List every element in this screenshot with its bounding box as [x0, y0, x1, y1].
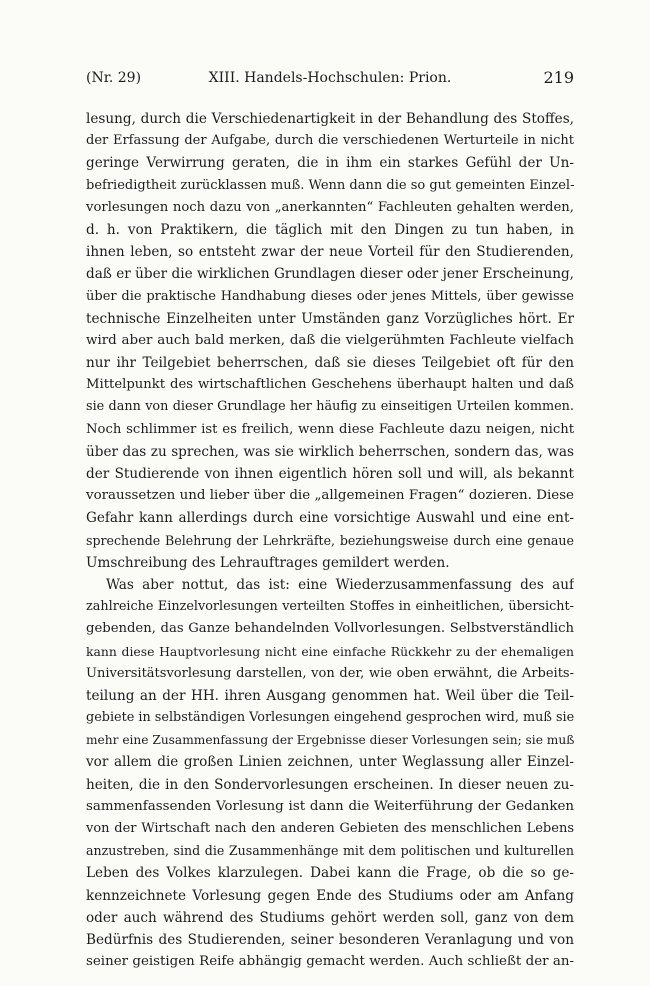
- text-line: wird aber auch bald merken, daß die vielgerühmten Fachleute vielfach: [86, 332, 574, 348]
- running-header: [86, 70, 574, 92]
- text-line: oder auch während des Studiums gehört werden soll, ganz von dem: [86, 909, 574, 926]
- text-line: über das zu sprechen, was sie wirklich beherrschen, sondern das, was: [86, 443, 574, 460]
- text-line: teilung an der HH. ihren Ausgang genommen hat. Weil über die Teil-: [86, 687, 574, 704]
- text-line: von der Wirtschaft nach den anderen Gebieten des menschlichen Lebens: [86, 821, 574, 836]
- text-line: anzustreben, sind die Zusammenhänge mit dem politischen und kulturellen: [86, 843, 574, 859]
- text-line: Gefahr kann allerdings durch eine vorsichtige Auswahl und eine ent-: [86, 510, 574, 527]
- text-line: Noch schlimmer ist es freilich, wenn diese Fachleute dazu neigen, nicht: [86, 421, 574, 437]
- text-line: vorlesungen noch dazu von „anerkannten“ Fachleuten gehalten werden,: [86, 199, 574, 215]
- text-line: heiten, die in den Sondervorlesungen erscheinen. In dieser neuen zu-: [86, 776, 574, 793]
- text-line: kann diese Hauptvorlesung nicht eine einfache Rückkehr zu der ehemaligen: [86, 643, 574, 659]
- text-line: der Studierende von ihnen eigentlich hören soll und will, als bekannt: [86, 466, 574, 482]
- text-line: nur ihr Teilgebiet beherrschen, daß sie dieses Teilgebiet oft für den: [86, 355, 574, 372]
- text-line: gebiete in selbständigen Vorlesungen eingehend gesprochen wird, muß sie: [86, 710, 574, 726]
- text-line: zahlreiche Einzelvorlesungen verteilten Stoffes in einheitlichen, übersicht-: [86, 599, 574, 615]
- issue-number: (Nr. 29): [86, 70, 142, 86]
- text-line: daß er über die wirklichen Grundlagen dieser oder jener Erscheinung,: [86, 266, 574, 283]
- text-line: Was aber nottut, das ist: eine Wiederzusammenfassung des auf: [106, 576, 574, 593]
- text-line: gebenden, das Ganze behandelnden Vollvorlesungen. Selbstverständlich: [86, 621, 574, 637]
- text-line: vor allem die großen Linien zeichnen, unter Weglassung aller Einzel-: [86, 754, 574, 771]
- text-line: der Erfassung der Aufgabe, durch die verschiedenen Werturteile in nicht: [86, 133, 574, 149]
- text-line: mehr eine Zusammenfassung der Ergebnisse dieser Vorlesungen sein; sie muß: [86, 733, 574, 748]
- text-line: voraussetzen und lieber über die „allgemeinen Fragen“ dozieren. Diese: [86, 488, 574, 504]
- text-line: ihnen leben, so entsteht zwar der neue Vorteil für den Studierenden,: [86, 244, 574, 261]
- text-line: Universitätsvorlesung darstellen, von der, wie oben erwähnt, die Arbeits-: [86, 665, 574, 681]
- page-number: 219: [543, 68, 574, 87]
- text-line: kennzeichnete Vorlesung gegen Ende des Studiums oder am Anfang: [86, 887, 574, 904]
- body-text: [86, 108, 574, 973]
- text-line: sammenfassenden Vorlesung ist dann die Weiterführung der Gedanken: [86, 798, 574, 814]
- text-line: seiner geistigen Reife abhängig gemacht werden. Auch schließt der an-: [86, 954, 574, 970]
- text-line: Bedürfnis des Studierenden, seiner besonderen Veranlagung und von: [86, 931, 574, 948]
- text-line: Umschreibung des Lehrauftrages gemildert werden.: [86, 554, 450, 571]
- text-line: befriedigtheit zurücklassen muß. Wenn dann die so gut gemeinten Einzel-: [86, 177, 574, 193]
- text-line: sie dann von dieser Grundlage her häufig zu einseitigen Urteilen kommen.: [86, 399, 574, 415]
- text-line: Leben des Volkes klarzulegen. Dabei kann die Frage, ob die so ge-: [86, 865, 574, 882]
- text-line: geringe Verwirrung geraten, die in ihm ein starkes Gefühl der Un-: [86, 155, 574, 172]
- text-line: d. h. von Praktikern, die täglich mit den Dingen zu tun haben, in: [86, 221, 574, 238]
- text-line: Mittelpunkt des wirtschaftlichen Geschehens überhaupt halten und daß: [86, 377, 574, 393]
- text-line: über die praktische Handhabung dieses oder jenes Mittels, über gewisse: [86, 288, 574, 304]
- text-line: lesung, durch die Verschiedenartigkeit in der Behandlung des Stoffes,: [86, 111, 574, 127]
- running-title: XIII. Handels-Hochschulen: Prion.: [208, 70, 452, 86]
- text-line: sprechende Belehrung der Lehrkräfte, beziehungsweise durch eine genaue: [86, 532, 574, 548]
- text-line: technische Einzelheiten unter Umständen ganz Vorzügliches hört. Er: [86, 310, 574, 327]
